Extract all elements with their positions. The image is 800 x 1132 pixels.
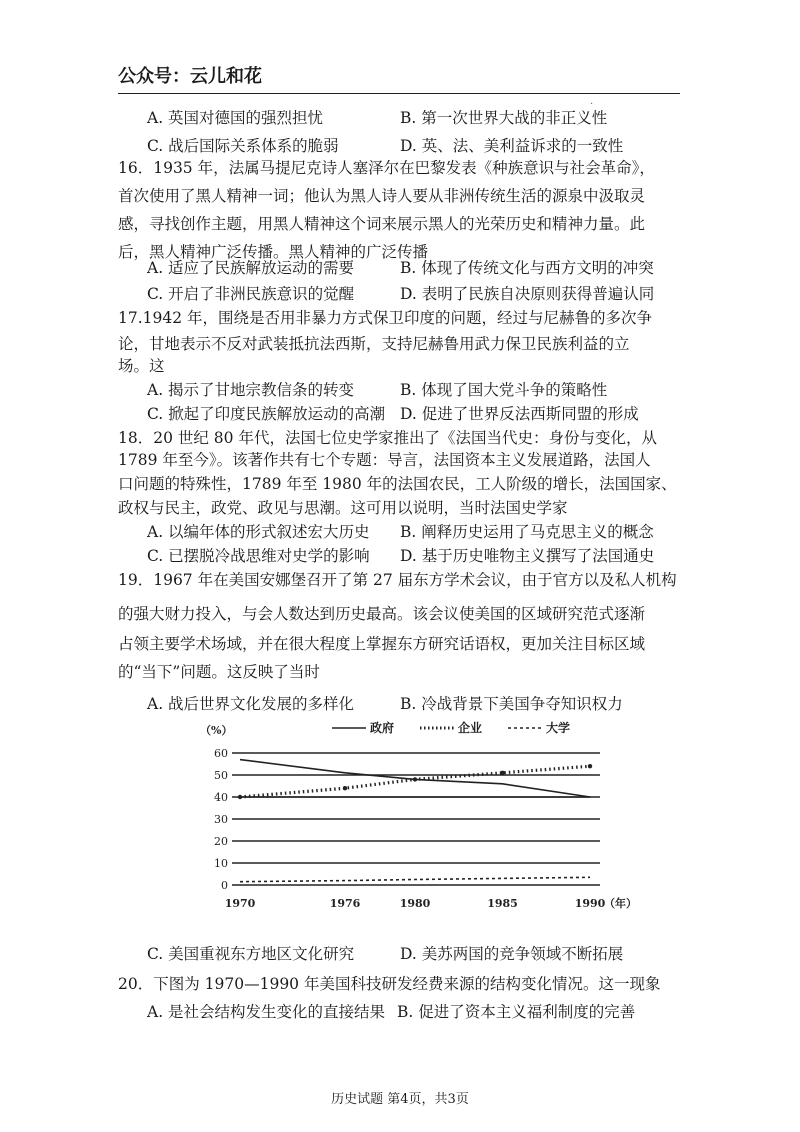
- y-tick-label: 0: [221, 879, 228, 892]
- q18-stem-line: 政权与民主，政党、政见与思潮。这可用以说明，当时法国史学家: [118, 499, 568, 517]
- q18-option-b: B. 阐释历史运用了马克思主义的概念: [400, 523, 654, 541]
- q19-option-b: B. 冷战背景下美国争夺知识权力: [400, 695, 623, 713]
- data-point: [588, 764, 592, 768]
- q16-stem-line: 16．1935 年，法属马提尼克诗人塞泽尔在巴黎发表《种族意识与社会革命》，: [118, 159, 655, 177]
- q19-stem-line: 的强大财力投入，与会人数达到历史最高。该会议使美国的区域研究范式逐渐: [118, 605, 646, 623]
- q18-stem-line: 18．20 世纪 80 年代，法国七位史学家推出了《法国当代史：身份与变化，从: [118, 429, 657, 447]
- x-tick-label: 1990: [574, 897, 606, 910]
- q19-option-c: C. 美国重视东方地区文化研究: [147, 945, 355, 963]
- x-tick-label: 1985: [487, 897, 518, 910]
- q20-stem-line: 20．下图为 1970—1990 年美国科技研发经费来源的结构变化情况。这一现象: [118, 975, 661, 993]
- legend-label: 政府: [370, 721, 395, 735]
- q17-stem-line: 论，甘地表示不反对武装抵抗法西斯，支持尼赫鲁用武力保卫民族利益的立: [118, 335, 630, 353]
- q15-option-d: D. 英、法、美利益诉求的一致性: [400, 137, 624, 155]
- rd-funding-line-chart: [190, 718, 637, 918]
- q17-stem-line: 场。这: [118, 357, 165, 375]
- q19-option-d: D. 美苏两国的竞争领域不断拓展: [400, 945, 624, 963]
- q16-option-d: D. 表明了民族自决原则获得普遍认同: [400, 285, 655, 303]
- x-tick-label: 1980: [399, 897, 431, 910]
- x-tick-label: 1970: [224, 897, 256, 910]
- q16-option-a: A. 适应了民族解放运动的需要: [147, 259, 355, 277]
- q15-option-b: B. 第一次世界大战的非正义性: [400, 109, 608, 127]
- header-title: 公众号：云儿和花: [118, 66, 262, 87]
- q16-stem-line: 后，黑人精神广泛传播。黑人精神的广泛传播: [118, 243, 429, 261]
- q16-stem-line: 首次使用了黑人精神一词；他认为黑人诗人要从非洲传统生活的源泉中汲取灵: [118, 187, 646, 205]
- series-line-大学: [240, 877, 590, 881]
- q19-stem-line: 的“当下”问题。这反映了当时: [118, 663, 320, 681]
- x-axis-label: （年）: [604, 897, 637, 910]
- y-tick-label: 20: [214, 835, 228, 848]
- data-point: [500, 771, 504, 775]
- page-footer: 历史试题 第4页，共3页: [331, 1092, 469, 1107]
- y-tick-label: 40: [214, 791, 228, 804]
- scan-dot: .: [590, 96, 594, 107]
- q17-option-d: D. 促进了世界反法西斯同盟的形成: [400, 405, 639, 423]
- q18-option-d: D. 基于历史唯物主义撰写了法国通史: [400, 547, 655, 565]
- x-tick-label: 1976: [329, 897, 361, 910]
- q20-option-a: A. 是社会结构发生变化的直接结果: [147, 1003, 386, 1021]
- y-tick-label: 10: [214, 857, 228, 870]
- data-point: [238, 795, 242, 799]
- y-tick-label: 30: [214, 813, 228, 826]
- q18-stem-line: 口问题的特殊性，1789 年至 1980 年的法国农民，工人阶级的增长，法国国家、: [118, 475, 677, 493]
- legend-label: 大学: [546, 721, 571, 735]
- q16-option-c: C. 开启了非洲民族意识的觉醒: [147, 285, 355, 303]
- q18-option-c: C. 已摆脱冷战思维对史学的影响: [147, 547, 370, 565]
- q18-option-a: A. 以编年体的形式叙述宏大历史: [147, 523, 370, 541]
- data-point: [413, 777, 417, 781]
- data-point: [343, 786, 347, 790]
- q17-option-b: B. 体现了国大党斗争的策略性: [400, 381, 608, 399]
- q19-option-a: A. 战后世界文化发展的多样化: [147, 695, 355, 713]
- header-divider: [118, 93, 680, 94]
- q19-stem-line: 占领主要学术场域，并在很大程度上掌握东方研究话语权，更加关注目标区域: [118, 635, 646, 653]
- q15-option-a: A. 英国对德国的强烈担忧: [147, 109, 324, 127]
- y-axis-label: （%）: [200, 724, 233, 737]
- q17-stem-line: 17.1942 年，围绕是否用非暴力方式保卫印度的问题，经过与尼赫鲁的多次争: [118, 309, 653, 327]
- q16-stem-line: 感，寻找创作主题，用黑人精神这个词来展示黑人的光荣历史和精神力量。此: [118, 215, 646, 233]
- q19-stem-line: 19．1967 年在美国安娜堡召开了第 27 届东方学术会议，由于官方以及私人机构: [118, 571, 677, 589]
- q15-option-c: C. 战后国际关系体系的脆弱: [147, 137, 339, 155]
- legend-label: 企业: [458, 721, 483, 735]
- y-tick-label: 50: [214, 769, 228, 782]
- y-tick-label: 60: [214, 747, 228, 760]
- q20-option-b: B. 促进了资本主义福利制度的完善: [397, 1003, 636, 1021]
- q16-option-b: B. 体现了传统文化与西方文明的冲突: [400, 259, 654, 277]
- q18-stem-line: 1789 年至今》。该著作共有七个专题：导言，法国资本主义发展道路，法国人: [118, 451, 651, 469]
- q17-option-c: C. 掀起了印度民族解放运动的高潮: [147, 405, 386, 423]
- q17-option-a: A. 揭示了甘地宗教信条的转变: [147, 381, 355, 399]
